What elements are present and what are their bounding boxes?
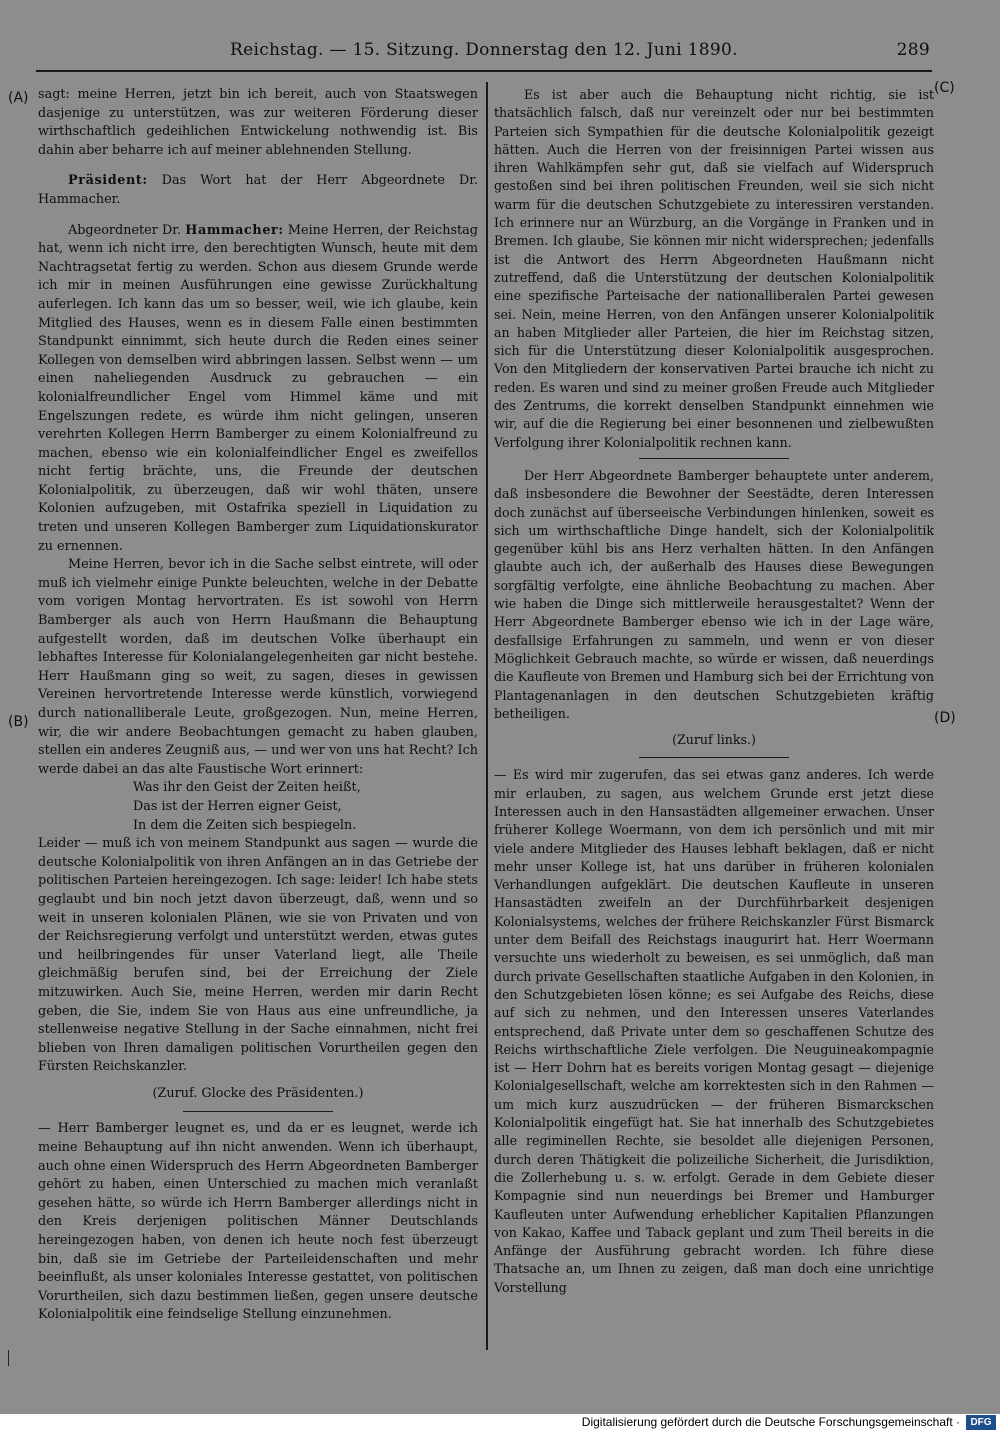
interjection: (Zuruf links.) [672, 732, 756, 748]
edge-mark [8, 1350, 9, 1366]
speech-text: Das Wort hat der Herr Abgeordnete Dr. Hammacher. [38, 173, 478, 207]
section-rule [639, 458, 789, 459]
speech-text: Meine Herren, der Reichstag hat, wenn ich nicht irre, den berechtigten Wunsch, heute mit dem Nachtragsetat fertig zu werden. Schon aus diesem Grunde werde ich mir in meinen Ausführungen eine gewisse Zurückhaltung auferlegen. Ich kann das um so besser, weil, wie ich glaube, kein Mitglied des Hauses, wenn es in diesem Falle einen bestimmten Standpunkt einnimmt, sich heute durch die Reden eines seiner Kollegen von demselben wird abbringen lassen. Selbst wenn — um einen naheliegenden Ausdruck zu gebrauchen — ein kolonialfreundlicher Engel vom Himmel käme und mit Engelszungen redete, es würde ihm nicht gelingen, unseren verehrten Kollegen Herrn Bamberger zu einem Kolonialfreund zu machen, ebenso wie ein kolonialfeindlicher Engel es zweifellos nicht fertig brächte, uns, die Freunde der deutschen Kolonialpolitik, zu überzeugen, daß wir wohl thäten, unsere Kolonien aufzugeben, mit Ostafrika speziell in Liquidation zu treten und unseren Kollegen Bamberger zum Liquidationskurator zu ernennen. [38, 222, 478, 554]
dfg-logo: DFG [966, 1415, 996, 1430]
page-number: 289 [896, 40, 930, 60]
digitization-footer [0, 1414, 1000, 1432]
footer-credit: Digitalisierung gefördert durch die Deutsche Forschungsgemeinschaft · [581, 1415, 960, 1429]
paragraph [38, 172, 478, 209]
paragraph: Es ist aber auch die Behauptung nicht richtig, sie ist thatsächlich falsch, daß nur vereinzelt oder nur bei bestimmten Parteien sich Sympathien für die deutsche Kolonialpolitik gezeigt hätten. Auch die Herren von der freisinnigen Partei wissen aus ihren Wahlkämpfen sehr gut, daß sie vielfach auf Widerspruch gestoßen sind bei ihren politischen Freunden, weil sie sich nicht warm für die deutschen Schutzgebiete zu interessiren verstanden. Ich erinnere nur an Würzburg, an die Vorgänge in Franken und in Bremen. Ich glaube, Sie können mir nicht widersprechen; jedenfalls ist die Antwort des Herrn Abgeordneten Haußmann nicht zutreffend, daß die Unterstützung der deutschen Kolonialpolitik eine spezifische Parteisache der nationalliberalen Partei gewesen sei. Nein, meine Herren, von den Anfängen unserer Kolonialpolitik an haben Mitglieder aller Parteien, die hier im Reichstag sitzen, sich für die Unterstützung dieser Kolonialpolitik ausgesprochen. Von den Mitgliedern der konservativen Partei brauche ich nicht zu reden. Es waren und sind zu meiner großen Freude auch Mitglieder des Zentrums, die korrekt denselben Standpunkt einnehmen wie wir, auf die die Regierung bei einer besonnenen und zielbewußten Verfolgung ihrer Kolonialpolitik rechnen kann. [494, 87, 934, 450]
interjection: (Zuruf. Glocke des Präsidenten.) [152, 1085, 364, 1101]
column-divider [486, 82, 488, 1350]
paragraph: — Es wird mir zugerufen, das sei etwas ganz anderes. Ich werde mir erlauben, zu sagen, aus welchem Grunde erst jetzt diese Interessen auch in den Hansastädten allgemeiner erwachen. Unser früherer Kollege Woermann, von dem ich persönlich und mit mir viele andere Mitglieder des Hauses lebhaft beklagen, daß er nicht mehr unser Kollege ist, hat uns darüber in früheren kolonialen Verhandlungen aufgeklärt. Die deutschen Kaufleute in unseren Hansastädten zweifeln an der Durchführbarkeit desjenigen Kolonialsystems, welches der frühere Reichskanzler Fürst Bismarck unter dem Beifall des Reichstags inaugurirt hat. Herr Woermann versuchte uns wiederholt zu beweisen, es sei unmöglich, daß man durch private Gesellschaften staatliche Aufgaben in den Kolonien, in den Schutzgebieten lösen könne; es sei Aufgabe des Reichs, diese auf sich zu nehmen, und den Interessen unseres Vaterlandes entsprechend, daß Private unter dem so geschaffenen Schutze des Reichs wirthschaftliche Ziele verfolgen. Die Neuguineakompagnie ist — Herr Dohrn hat es bereits vorigen Montag gesagt — diejenige Kolonialgesellschaft, welche am korrektesten sich in den Rahmen — um mich kurz auszudrücken — der früheren Bismarckschen Kolonialpolitik eingefügt hat. Sie hat innerhalb des Schutzgebietes alle regiminellen Rechte, sie besoldet alle diejenigen Personen, durch deren Thätigkeit die polizeiliche Sicherheit, die Jurisdiktion, die Zollerhebung u. s. w. erfolgt. Gerade in dem Gebiete dieser Kompagnie sind nun neuerdings bei Bremer und Hamburger Kaufleuten unter Aufwendung erheblicher Kapitalien Pflanzungen von Kakao, Kaffee und Taback geplant und zum Theil bereits in die Anfänge der Ausführung gebracht worden. Ich führe diese Thatsache an, um Ihnen zu zeigen, daß man doch eine unrichtige Vorstellung [494, 767, 934, 1295]
speaker-name: Präsident: [68, 173, 148, 189]
paragraph: sagt: meine Herren, jetzt bin ich bereit, auch von Staatswegen dasjenige zu unterstützen, was zur weiteren Förderung dieser wirthschaftlich gedeihlichen Entwickelung nothwendig ist. Bis dahin aber beharre ich auf meiner ablehnenden Stellung. [38, 87, 478, 158]
verse-line: Das ist der Herren eigner Geist, [133, 798, 342, 814]
speaker-name: Hammacher: [185, 222, 284, 238]
section-rule [639, 757, 789, 758]
section-rule [183, 1111, 333, 1112]
speaker-title: Abgeordneter Dr. [68, 222, 186, 238]
margin-mark-c: (C) [934, 80, 955, 96]
verse-line: Was ihr den Geist der Zeiten heißt, [133, 780, 361, 796]
left-column [38, 86, 478, 1325]
paragraph [38, 222, 478, 557]
paragraph: Leider — muß ich von meinem Standpunkt aus sagen — wurde die deutsche Kolonialpolitik von ihren Anfängen an in das Getriebe der politischen Parteien hereingezogen. Ich sage: leider! Ich habe stets geglaubt und bin noch jetzt davon überzeugt, daß, wenn und so weit in unseren kolonialen Plänen, wie sie von Privaten und von der Reichsregierung verfolgt und unterstützt werden, etwas gutes und heilbringendes für unser Vaterland liegt, alle Theile gleichmäßig berufen sind, bei der Erreichung der Ziele mitzuwirken. Auch Sie, meine Herren, werden mir darin Recht geben, die Sie, indem Sie von Haus aus eine unfreundliche, ja stellenweise negative Stellung in der Sache einnahmen, nicht frei blieben von Ihren damaligen politischen Vorurtheilen gegen den Fürsten Reichskanzler. [38, 836, 478, 1075]
margin-mark-a: (A) [8, 90, 29, 106]
running-title: Reichstag. — 15. Sitzung. Donnerstag den 12. Juni 1890. [230, 40, 738, 60]
page-header [230, 40, 930, 66]
verse-line: In dem die Zeiten sich bespiegeln. [133, 817, 357, 833]
paragraph: Meine Herren, bevor ich in die Sache selbst eintrete, will oder muß ich vielmehr einige Punkte beleuchten, welche in der Debatte vom vorigen Montag hervortraten. Es ist sowohl von Herrn Bamberger als auch von Herrn Haußmann die Behauptung aufgestellt worden, daß im deutschen Volke überhaupt ein lebhaftes Interesse für Kolonialangelegenheiten gar nicht bestehe. Herr Haußmann ging so weit, zu sagen, dieses in gewissen Vereinen hervortretende Interesse werde künstlich, vorwiegend durch nationalliberale Leute, großgezogen. Nun, meine Herren, wir, die wir andere Beobachtungen gemacht zu haben glauben, stellen ein anderes Zeugniß aus, — und wer von uns hat Recht? Ich werde dabei an das alte Faustische Wort erinnert: [38, 557, 478, 777]
margin-mark-d: (D) [934, 710, 956, 726]
paragraph: Der Herr Abgeordnete Bamberger behauptete unter anderem, daß insbesondere die Bewohner der Seestädte, deren Interessen doch zunächst auf überseeische Verbindungen hinlenken, soweit es sich um wirthschaftliche Dinge handelt, sich der Kolonialpolitik gegenüber kühl bis ans Herz verhalten hätten. In den Anfängen glaubte auch ich, der außerhalb des Hauses diese Bewegungen sorgfältig verfolgte, eine ähnliche Beobachtung zu machen. Aber wie haben die Dinge sich mittlerweile herausgestaltet? Wenn der Herr Abgeordnete Bamberger ebenso wie ich in der Lage wäre, desfallsige Erfahrungen zu sammeln, und wenn er von dieser Möglichkeit Gebrauch machte, so würde er wissen, daß neuerdings die Kaufleute von Bremen und Hamburg sich bei der Errichtung von Plantagenanlagen in den deutschen Schutzgebieten kräftig betheiligen. [494, 467, 934, 721]
right-column [494, 86, 934, 1297]
header-rule [36, 70, 932, 72]
margin-mark-b: (B) [8, 714, 29, 730]
paragraph: — Herr Bamberger leugnet es, und da er es leugnet, werde ich meine Behauptung auf ihn nicht anwenden. Wenn ich überhaupt, auch ohne einen Widerspruch des Herrn Abgeordneten Bamberger gehört zu haben, einen Unterschied zu machen mich veranlaßt gesehen hätte, so würde ich Herrn Bamberger allerdings nicht in den Kreis derjenigen politischen Männer Deutschlands hereingezogen haben, von denen ich heute noch fest überzeugt bin, daß sie im Getriebe der Parteileidenschaften und mehr beeinflußt, als unser koloniales Interesse gestattet, von politischen Vorurtheilen, sich dazu bestimmen ließen, gegen unsere deutsche Kolonialpolitik eine feindselige Stellung einzunehmen. [38, 1121, 478, 1323]
